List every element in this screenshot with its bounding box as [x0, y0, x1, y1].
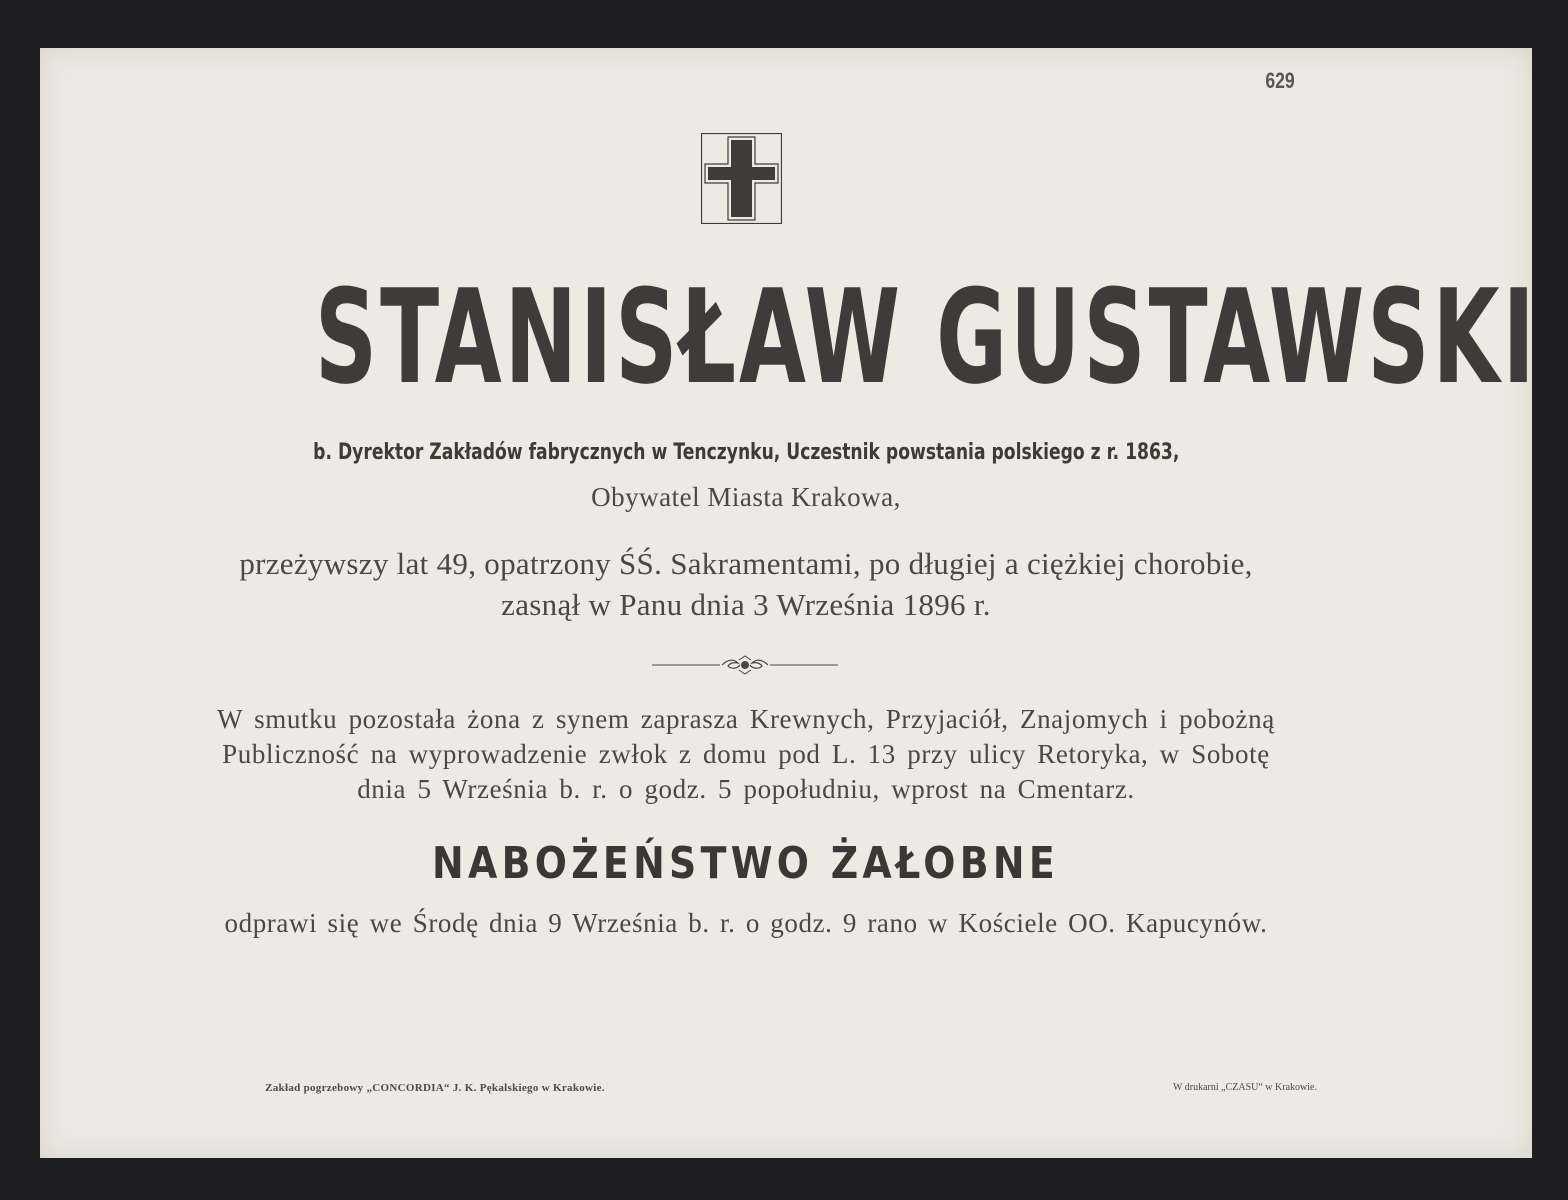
invitation-line: W smutku pozostała żona z synem zaprasza Krewnych, Przyjaciół, Znajomych i pobożną	[217, 704, 1275, 734]
death-line-1: przeżywszy lat 49, opatrzony ŚŚ. Sakramentami, po długiej a ciężkiej chorobie,	[239, 546, 1253, 581]
citizen-line: Obywatel Miasta Krakowa,	[591, 482, 901, 512]
invitation-line: dnia 5 Września b. r. o godz. 5 popołudniu, wprost na Cmentarz.	[357, 774, 1135, 804]
service-details: odprawi się we Środę dnia 9 Września b. r. o godz. 9 rano w Kościele OO. Kapucynów.	[224, 908, 1268, 938]
funeral-invitation	[100, 702, 1392, 807]
funeral-home-imprint: Zakład pogrzebowy „CONCORDIA“ J. K. Pękalskiego w Krakowie.	[265, 1082, 605, 1094]
ornament-divider-icon	[650, 650, 840, 680]
printer-imprint: W drukarni „CZASU“ w Krakowie.	[1173, 1082, 1317, 1093]
deceased-titles: b. Dyrektor Zakładów fabrycznych w Tenczynku, Uczestnik powstania polskiego z r. 1863,	[312, 440, 1180, 465]
catalog-number: 629	[1265, 68, 1295, 93]
invitation-line: Publiczność na wyprowadzenie zwłok z domu pod L. 13 przy ulicy Retoryka, w Sobotę	[222, 739, 1270, 769]
service-heading: NABOŻEŃSTWO ŻAŁOBNE	[432, 838, 1060, 889]
cross-icon	[701, 133, 782, 224]
deceased-name: STANISŁAW GUSTAWSKI	[314, 261, 1538, 413]
death-line-2: zasnął w Panu dnia 3 Września 1896 r.	[501, 587, 991, 622]
